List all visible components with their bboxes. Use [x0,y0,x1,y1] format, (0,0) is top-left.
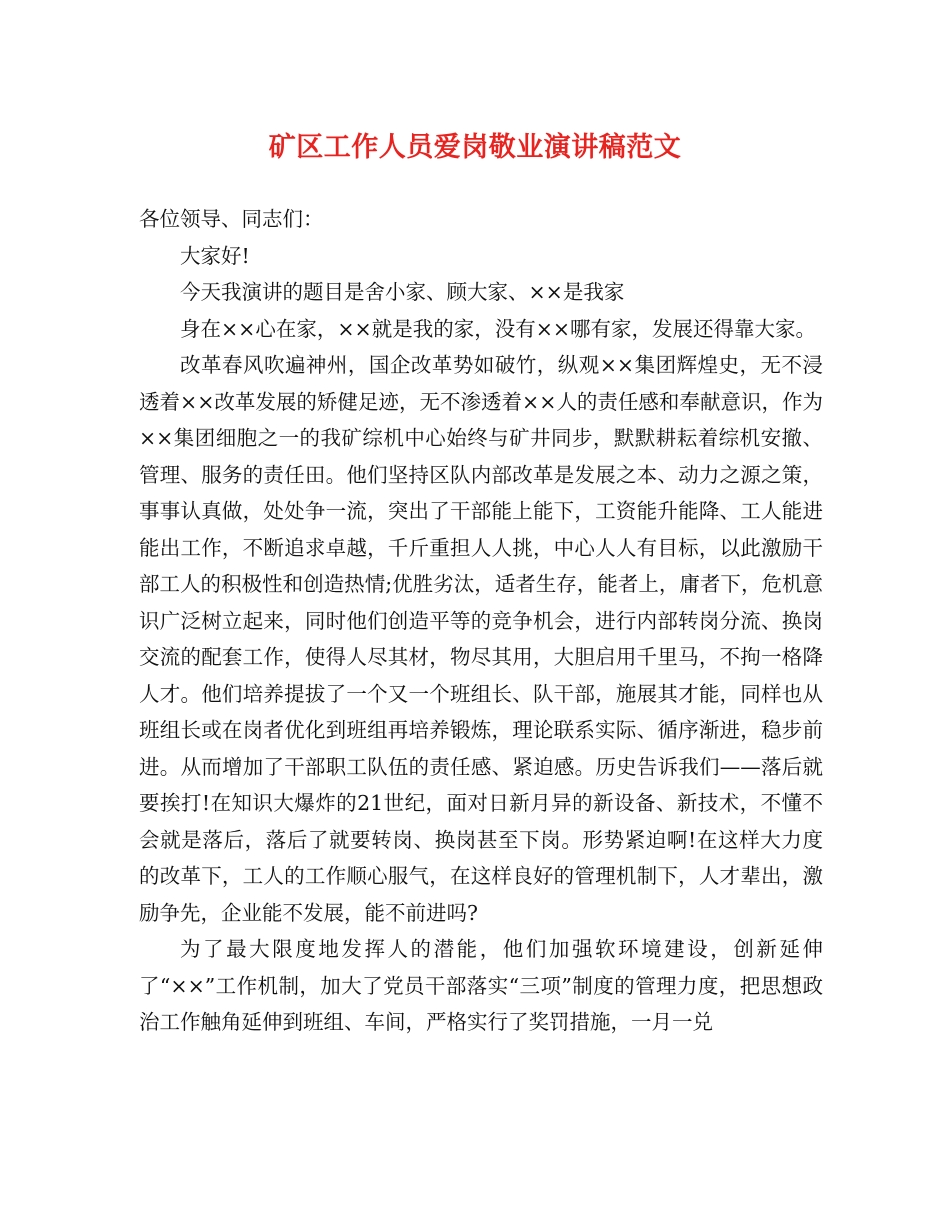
paragraph-topic: 今天我演讲的题目是舍小家、顾大家、××是我家 [180,280,625,304]
document-title: 矿区工作人员爱岗敬业演讲稿范文 [268,132,682,163]
paragraph-potential: 为了最大限度地发挥人的潜能，他们加强软环境建设，创新延伸了“××”工作机制，加大了党员干部落实“三项”制度的管理力度，把思想政治工作触角延伸到班组、车间，严格实行了奖罚措施，一月一兑 [139,937,823,1034]
paragraph-reform: 改革春风吹遍神州，国企改革势如破竹，纵观××集团辉煌史，无不浸透着××改革发展的矫健足迹，无不渗透着××人的责任感和奉献意识，作为××集团细胞之一的我矿综机中心始终与矿井同步，默默耕耘着综机安撤、管理、服务的责任田。他们坚持区队内部改革是发展之本、动力之源之策，事事认真做，处处争一流，突出了干部能上能下，工资能升能降、工人能进能出工作，不断追求卓越，千斤重担人人挑，中心人人有目标，以此激励干部工人的积极性和创造热情;优胜劣汰，适者生存，能者上，庸者下，危机意识广泛树立起来，同时他们创造平等的竞争机会，进行内部转岗分流、换岗交流的配套工作，使得人尽其材，物尽其用，大胆启用千里马，不拘一格降人才。他们培养提拔了一个又一个班组长、队干部，施展其才能，同样也从班组长或在岗者优化到班组再培养锻炼，理论联系实际、循序渐进，稳步前进。从而增加了干部职工队伍的责任感、紧迫感。历史告诉我们——落后就要挨打!在知识大爆炸的21世纪，面对日新月异的新设备、新技术，不懂不会就是落后，落后了就要转岗、换岗甚至下岗。形势紧迫啊!在这样大力度的改革下，工人的工作顺心服气，在这样良好的管理机制下，人才辈出，激励争先，企业能不发展，能不前进吗? [139,353,823,925]
document-body [139,201,823,1041]
paragraph-slogan: 身在××心在家，××就是我的家，没有××哪有家，发展还得靠大家。 [180,316,817,341]
paragraph-greeting: 大家好! [180,243,250,268]
salutation: 各位领导、同志们： [139,207,324,231]
